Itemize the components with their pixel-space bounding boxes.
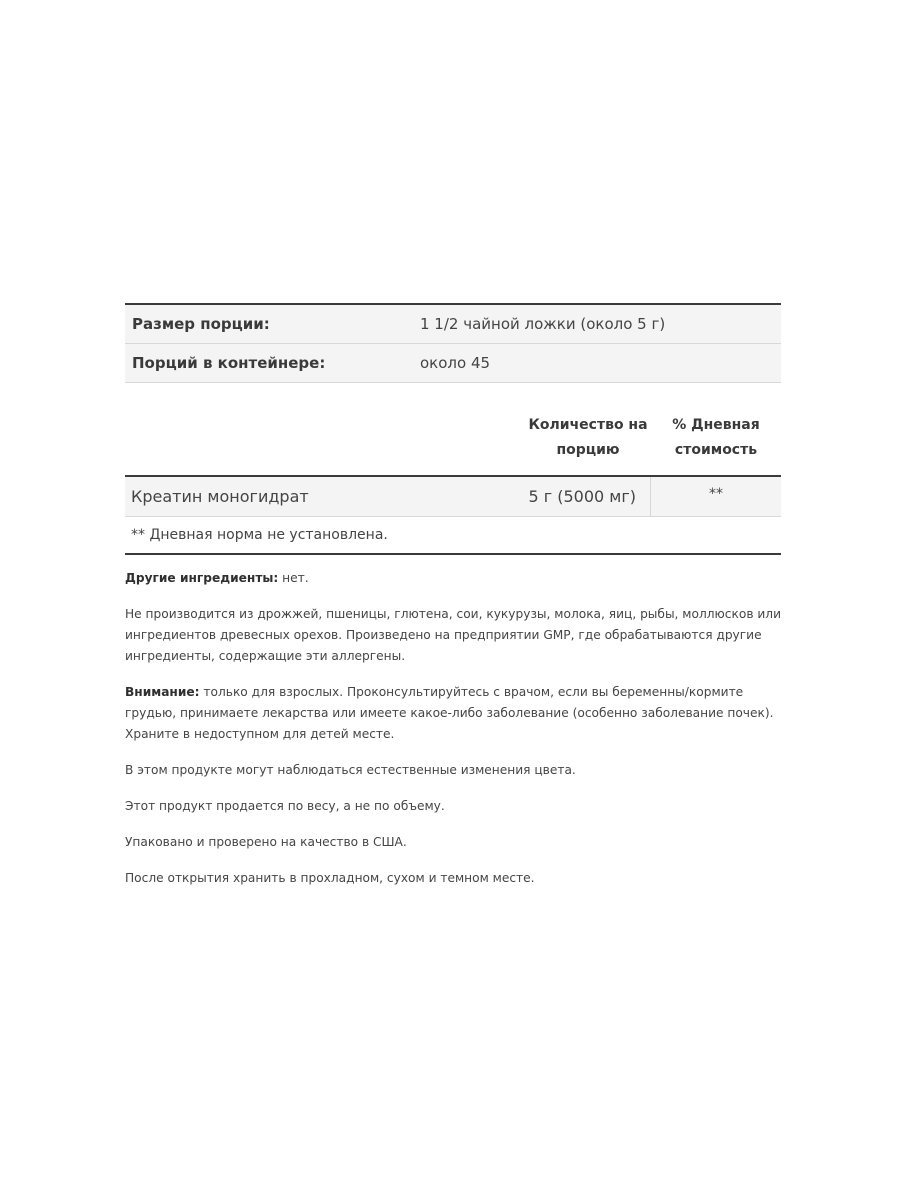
warning-paragraph bbox=[125, 682, 785, 745]
weight-note: Этот продукт продается по весу, а не по объему. bbox=[125, 799, 445, 813]
warning-text: только для взрослых. Проконсультируйтесь с врачом, если вы беременны/кормите грудью, принимаете лекарства или имеете какое-либо заболевание (особенно заболевание почек). Храните в недоступном для детей месте. bbox=[125, 685, 774, 741]
ingredient-daily-value: ** bbox=[709, 485, 723, 502]
other-ingredients-value: нет. bbox=[278, 571, 309, 585]
supplement-facts-panel bbox=[125, 303, 781, 555]
warning-label: Внимание: bbox=[125, 685, 200, 699]
ingredient-name: Креатин моногидрат bbox=[131, 487, 309, 506]
ingredient-amount: 5 г (5000 мг) bbox=[496, 477, 651, 516]
serving-info-table bbox=[125, 303, 781, 383]
allergen-notice: Не производится из дрожжей, пшеницы, глютена, сои, кукурузы, молока, яиц, рыбы, моллюсков или ингредиентов древесных орехов. Произведено на предприятии GMP, где обрабатываются другие ингредиенты, содержащие эти аллергены. bbox=[125, 607, 782, 663]
nutrition-table-header bbox=[125, 415, 781, 477]
servings-per-container-label: Порций в контейнере: bbox=[132, 354, 326, 372]
other-ingredients-label: Другие ингредиенты: bbox=[125, 571, 279, 585]
packaging-note: Упаковано и проверено на качество в США. bbox=[125, 835, 407, 849]
servings-per-container-value: около 45 bbox=[420, 354, 491, 372]
storage-note: После открытия хранить в прохладном, сухом и темном месте. bbox=[125, 871, 535, 885]
serving-size-row bbox=[125, 305, 781, 344]
ingredient-row bbox=[125, 477, 781, 517]
other-ingredients-paragraph bbox=[125, 568, 785, 589]
serving-size-value: 1 1/2 чайной ложки (около 5 г) bbox=[420, 315, 666, 333]
daily-value-header: % Дневная стоимость bbox=[672, 417, 760, 458]
servings-per-container-row bbox=[125, 344, 781, 383]
daily-value-footnote: ** Дневная норма не установлена. bbox=[125, 517, 781, 555]
color-variation-note: В этом продукте могут наблюдаться естественные изменения цвета. bbox=[125, 763, 576, 777]
product-details bbox=[125, 568, 785, 904]
serving-size-label: Размер порции: bbox=[132, 315, 270, 333]
amount-per-serving-header: Количество на порцию bbox=[528, 417, 648, 458]
